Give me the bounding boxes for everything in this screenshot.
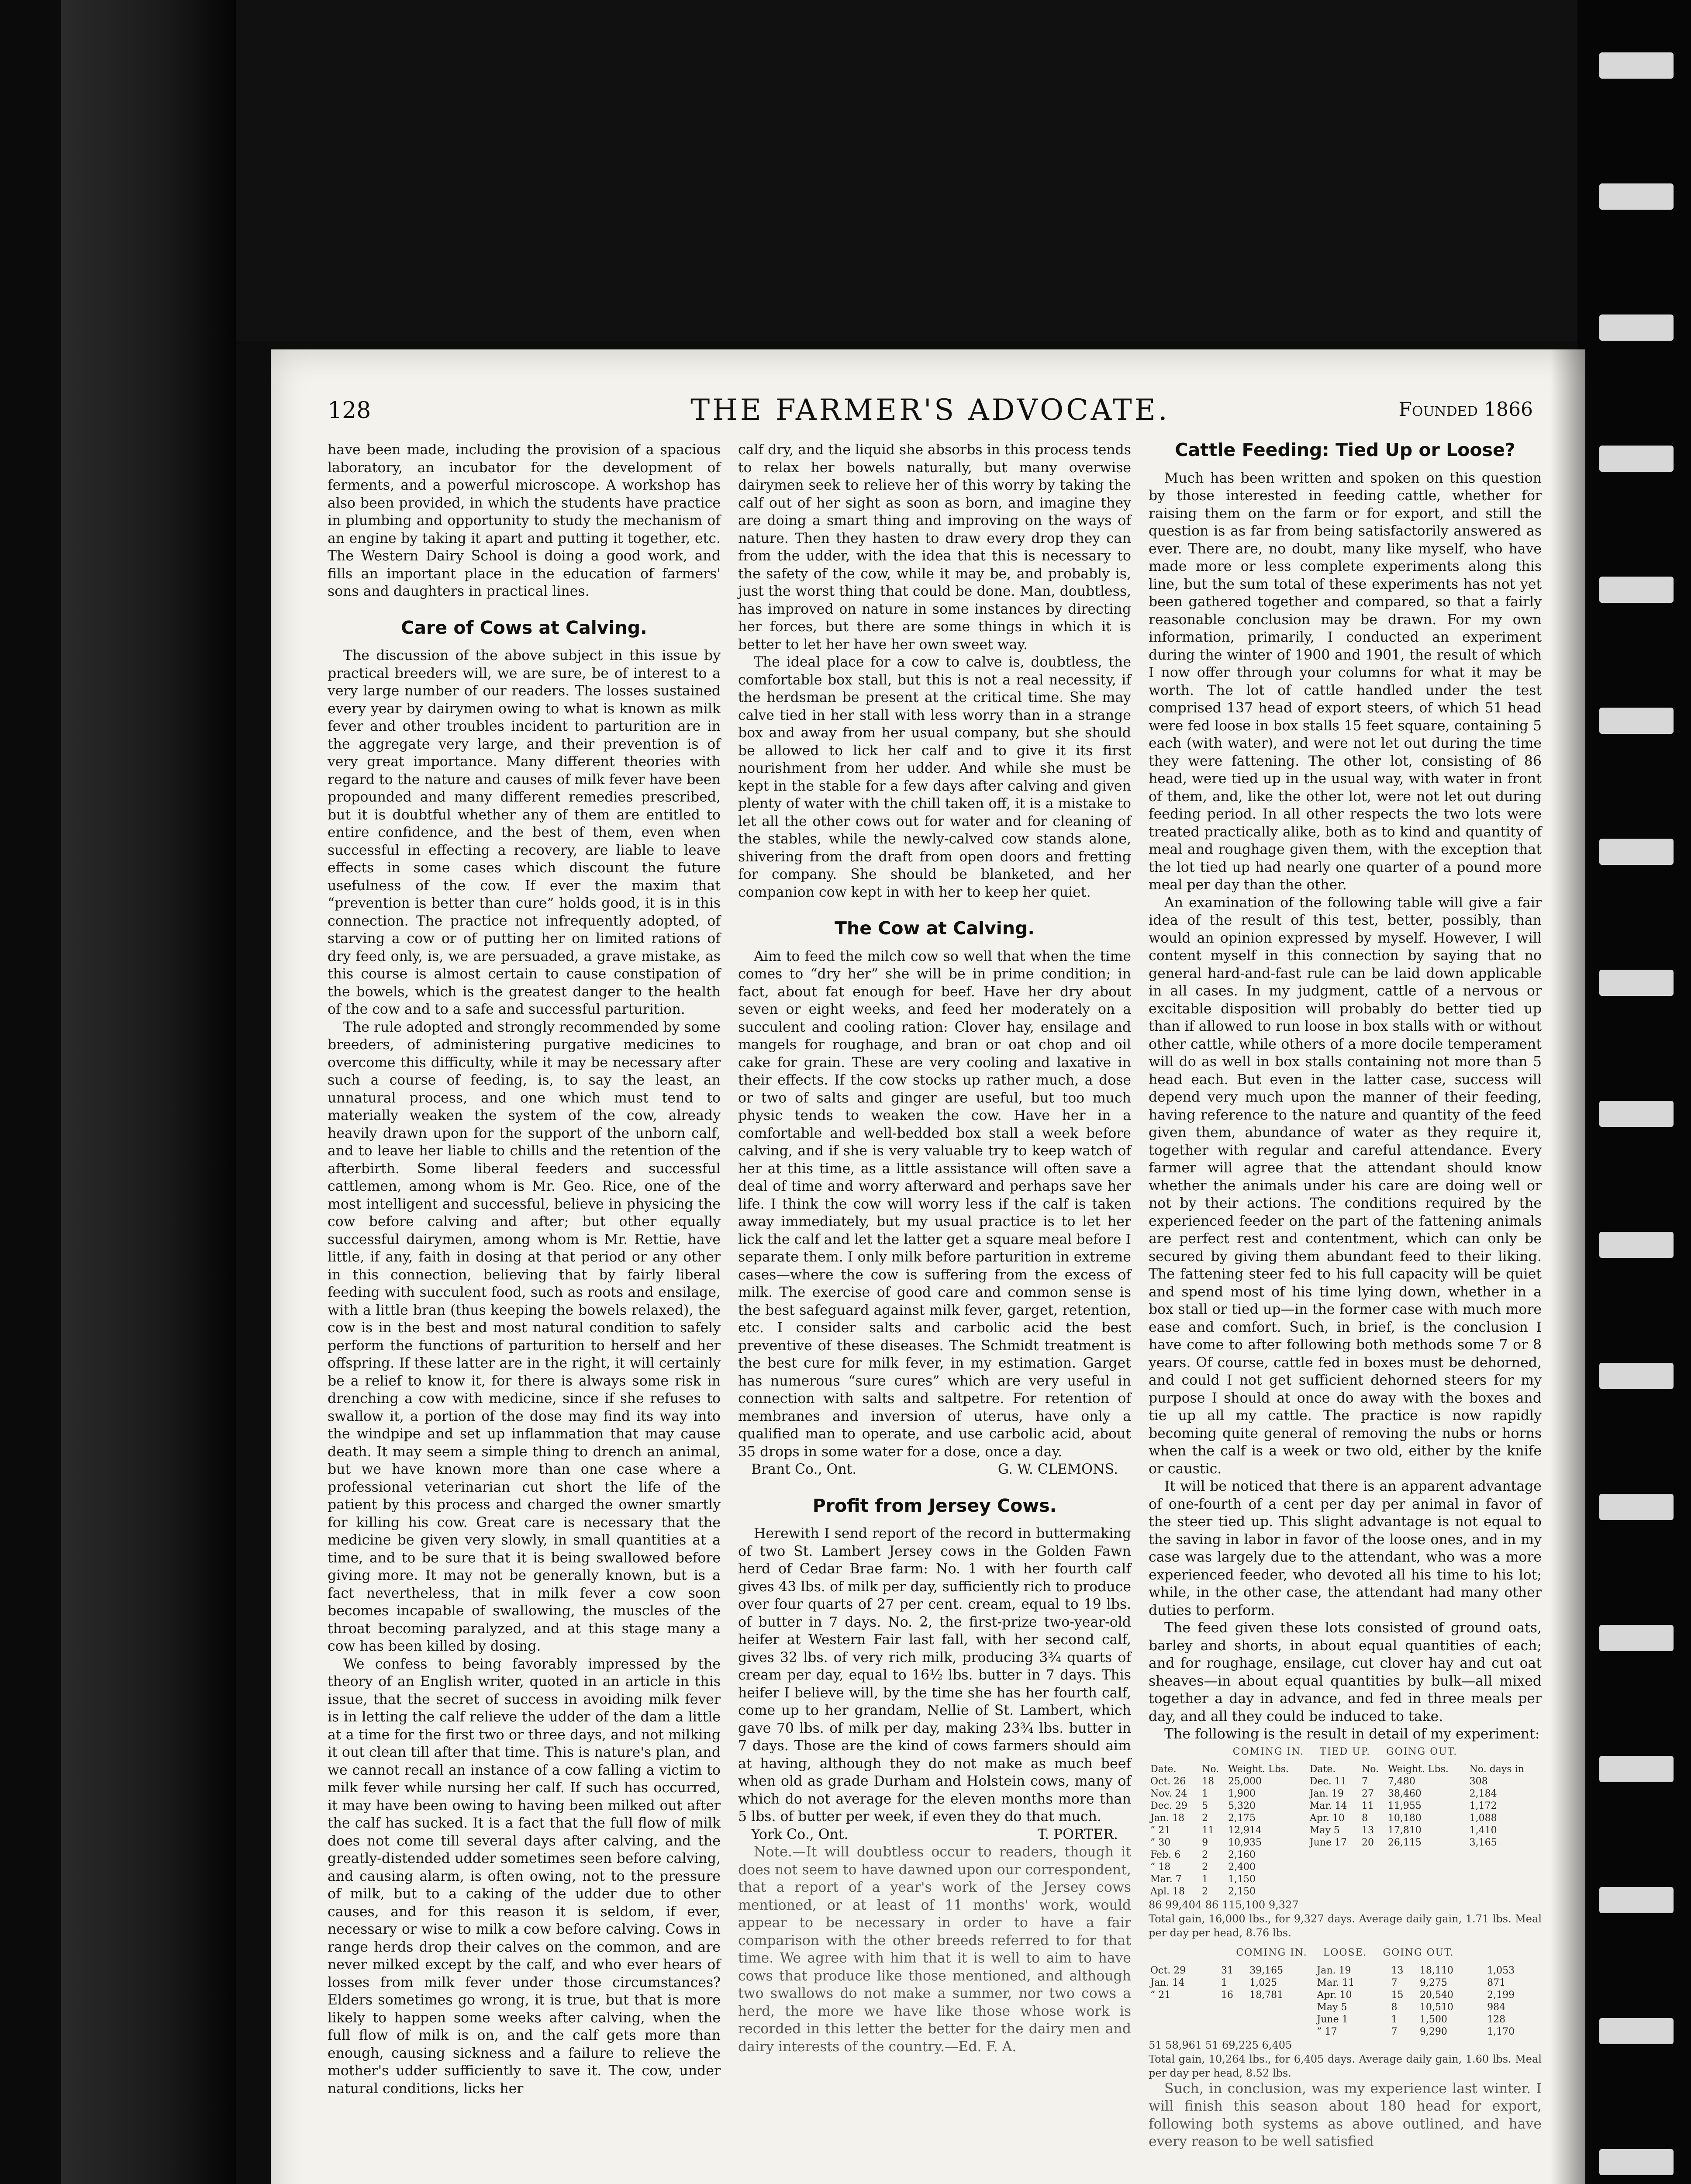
- table-cell: 1: [1391, 2014, 1398, 2025]
- table-cell: May 5: [1309, 1825, 1340, 1836]
- scan-border-top: [0, 0, 1691, 341]
- table-cell: 7: [1361, 1776, 1368, 1787]
- column-2: [738, 441, 1131, 2056]
- table-cell: 11: [1202, 1825, 1215, 1836]
- table-cell: [1386, 1861, 1468, 1873]
- film-edge: [1577, 0, 1691, 2184]
- table-cell: 8: [1391, 2001, 1398, 2013]
- table-cell: 10,180: [1387, 1813, 1422, 1824]
- table-cell: 1: [1202, 1788, 1208, 1799]
- paragraph: An examination of the following table will give a fair idea of the result of this test, better, possibly, than would an opinion expressed by myself. However, I will content myself in this connection by saying that no general hard-and-fast rule can be laid down applicable in all cases. In my judgment, cattle of a nervous or excitable disposition will probably do better tied up than if allowed to run loose in box stalls with or without other cattle, while others of a more docile temperament will do as well in box stalls containing not more than 5 head each. But even in the latter case, success will depend very much upon the manner of their feeding, having reference to the nature and quantity of the feed given them, abundance of water as they require it, together with regular and careful attendance. Every farmer will agree that the attendant should know whether the animals under his care are doing well or not by their actions. The conditions required by the experienced feeder on the part of the fattening animals are perfect rest and contentment, which can only be secured by giving them abundant feed to their liking. The fattening steer fed to his full capacity will be quiet and spend most of his time lying down, whether in a box stall or tied up—in the former case with much more ease and comfort. Such, in brief, is the conclusion I have come to after following both methods some 7 or 8 years. Of course, cattle fed in boxes must be dehorned, and could I not get sufficient dehorned steers for my purpose I should at once do away with the boxes and tie up all my cattle. The practice is now rapidly becoming quite general of removing the nubs or horns when the calf is a week or two old, either by the knife or caustic.: [1149, 895, 1542, 1477]
- table-cell: 9,275: [1419, 1977, 1447, 1988]
- signature-name: G. W. CLEMONS.: [997, 1462, 1118, 1477]
- table-header-cell: Date.: [1309, 1764, 1336, 1775]
- signature: [738, 1826, 1131, 1844]
- table-cell: 2,199: [1487, 1989, 1515, 2001]
- table-cell: [1360, 1861, 1386, 1873]
- table-cell: [1360, 1873, 1386, 1886]
- table-cell: Apl. 18: [1150, 1886, 1185, 1897]
- signature-name: T. PORTER.: [1037, 1826, 1118, 1842]
- paragraph: calf dry, and the liquid she absorbs in this process tends to relax her bowels naturally, but many overwise dairymen seek to relieve her of this worry by taking the calf out of her sight as soon as born, and imagine they are doing a smart thing and improving on the ways of nature. Then they hasten to draw every drop they can from the udder, with the idea that this is necessary to the safety of the cow, while it may be, and probably is, just the worst thing that could be done. Man, doubtless, has improved on nature in some instances by directing her forces, but there are some things in which it is better to let her have her own sweet way.: [738, 442, 1131, 653]
- table-cell: 1,025: [1249, 1977, 1277, 1988]
- table-cell: 871: [1487, 1977, 1506, 1988]
- table-cell: Oct. 26: [1150, 1776, 1186, 1787]
- table-cell: Apr. 10: [1309, 1813, 1345, 1824]
- table-cell: 1,150: [1228, 1874, 1256, 1885]
- table-cell: 2,175: [1228, 1813, 1256, 1824]
- signature-place: York Co., Ont.: [751, 1826, 849, 1842]
- table-header-cell: Weight. Lbs.: [1228, 1764, 1289, 1775]
- results-table-loose: [1149, 1965, 1542, 2038]
- table-title-tied-up: COMING IN. TIED UP. GOING OUT.: [1232, 1746, 1458, 1757]
- page-number: 128: [328, 397, 371, 424]
- page-header: [328, 389, 1533, 437]
- table-cell: 1: [1202, 1874, 1208, 1885]
- table-cell: 1,088: [1469, 1813, 1497, 1824]
- table-cell: [1308, 1873, 1360, 1886]
- table-cell: Jan. 14: [1150, 1977, 1185, 1988]
- table-cell: 11,955: [1387, 1800, 1422, 1811]
- table-row: [1149, 2026, 1542, 2038]
- table-cell: 18,110: [1419, 1965, 1453, 1976]
- table-cell: 2,160: [1228, 1849, 1256, 1860]
- table-row: [1149, 2001, 1542, 2014]
- table-cell: 27: [1361, 1788, 1374, 1799]
- table-cell: 16: [1221, 1989, 1233, 2001]
- table-cell: 7,480: [1387, 1776, 1415, 1787]
- table-cell: ” 17: [1317, 2026, 1337, 2037]
- table-row: [1149, 1873, 1542, 1886]
- table-cell: 13: [1391, 1965, 1404, 1976]
- paragraph: The feed given these lots consisted of ground oats, barley and shorts, in about equal quantities of each; and for roughage, ensilage, cut clover hay and cut oat sheaves—in about equal quantities by bulk—all mixed together a day in advance, and fed in three meals per day, and all they could be induced to take.: [1149, 1620, 1542, 1724]
- table-cell: Feb. 6: [1150, 1849, 1181, 1860]
- paragraph: Such, in conclusion, was my experience last winter. I will finish this season about 180 head for export, following both systems as above outlined, and have every reason to be well satisfied: [1149, 2080, 1542, 2149]
- table-cell: 9,290: [1419, 2026, 1447, 2037]
- table-row: [1149, 1977, 1542, 1989]
- table-cell: 1,053: [1487, 1965, 1515, 1976]
- table-cell: 38,460: [1387, 1788, 1422, 1799]
- table-cell: Dec. 29: [1150, 1800, 1187, 1811]
- table-row: [1149, 1861, 1542, 1873]
- table-cell: 39,165: [1249, 1965, 1284, 1976]
- paragraph: The discussion of the above subject in this issue by practical breeders will, we are sure, be of interest to a very large number of our readers. The losses sustained every year by dairymen owing to what is known as milk fever and other troubles incident to parturition are in the aggregate very large, and their prevention is of very great importance. Many different theories with regard to the nature and causes of milk fever have been propounded and many different remedies prescribed, but it is doubtful whether any of them are entitled to entire confidence, and the best of them, even when successful in effecting a recovery, are liable to leave effects in some cases which discount the future usefulness of the cow. If ever the maxim that “prevention is better than cure” holds good, it is in this connection. The practice not infrequently adopted, of starving a cow or of putting her on limited rations of dry feed only, is, we are persuaded, a grave mistake, as this course is almost certain to cause constipation of the bowels, which is the greatest danger to the health of the cow and to a safe and successful parturition.: [328, 648, 721, 1017]
- heading-jersey-cows: Profit from Jersey Cows.: [812, 1495, 1057, 1516]
- signature-place: Brant Co., Ont.: [751, 1462, 857, 1477]
- table-cell: [1468, 1849, 1542, 1861]
- table-cell: [1149, 2026, 1219, 2038]
- table-cell: 1,500: [1419, 2014, 1447, 2025]
- table-cell: 128: [1487, 2014, 1506, 2025]
- table-cell: 2: [1202, 1849, 1208, 1860]
- table-cell: Dec. 11: [1309, 1776, 1347, 1787]
- table-cell: [1219, 2014, 1248, 2026]
- scan-border-left: [0, 0, 236, 2184]
- table-cell: 2,400: [1228, 1862, 1256, 1873]
- table-cell: June 1: [1317, 2014, 1348, 2025]
- table-cell: Mar. 14: [1309, 1800, 1347, 1811]
- gain-line-tied-up: Total gain, 16,000 lbs., for 9,327 days. Average daily gain, 1.71 lbs. Meal per day per head, 8.76 lbs.: [1149, 1913, 1542, 1939]
- table-row: [1149, 1989, 1542, 2001]
- table-cell: [1308, 1886, 1360, 1898]
- table-cell: Jan. 19: [1309, 1788, 1344, 1799]
- table-row: [1149, 1886, 1542, 1898]
- table-cell: [1149, 2014, 1219, 2026]
- table-cell: 2: [1202, 1813, 1208, 1824]
- table-cell: 18,781: [1249, 1989, 1284, 2001]
- table-cell: 12,914: [1228, 1825, 1262, 1836]
- table-cell: 1,170: [1487, 2026, 1515, 2037]
- table-cell: 1,172: [1469, 1800, 1497, 1811]
- table-cell: 10,510: [1419, 2001, 1453, 2013]
- table-header-cell: Date.: [1150, 1764, 1177, 1775]
- paragraph: The rule adopted and strongly recommended by some breeders, of administering purgative medicines to overcome this difficulty, while it may be necessary after such a course of feeding, is, to say the least, an unnatural process, and one which must tend to materially weaken the system of the cow, already heavily drawn upon for the support of the unborn calf, and to leave her liable to chills and the retention of the afterbirth. Some liberal feeders and successful cattlemen, among whom is Mr. Geo. Rice, one of the most intelligent and successful, believe in physicing the cow before calving and after; but other equally successful dairymen, among whom is Mr. Rettie, have little, if any, faith in dosing at that period or any other in this connection, believing that by fairly liberal feeding with succulent food, such as roots and ensilage, with a little bran (thus keeping the bowels relaxed), the cow is in the best and most natural condition to safely perform the functions of parturition to herself and her offspring. If these latter are in the right, it will certainly be a relief to know it, for there is always some risk in drenching a cow with medicine, since if she refuses to swallow it, a portion of the dose may find its way into the windpipe and set up inflammation that may cause death. It may seem a simple thing to drench an animal, but we have known more than one case where a professional veterinarian cut short the life of the patient by this process and charged the owner smartly for killing his cow. Great care is necessary that the medicine be given very slowly, in small quantities at a time, and to be sure that it is being swallowed before giving more. It may not be generally known, but is a fact nevertheless, that in milk fever a cow soon becomes incapable of swallowing, the muscles of the throat becoming paralyzed, and at this stage many a cow has been killed by dosing.: [328, 1019, 721, 1654]
- heading-cattle-feeding: Cattle Feeding: Tied Up or Loose?: [1175, 439, 1515, 460]
- table-cell: 984: [1487, 2001, 1506, 2013]
- table-cell: May 5: [1317, 2001, 1347, 2013]
- table-cell: 15: [1391, 1989, 1404, 2001]
- table-cell: 2,150: [1228, 1886, 1256, 1897]
- newspaper-page: [271, 349, 1585, 2184]
- table-header-cell: No.: [1202, 1764, 1219, 1775]
- table-cell: 25,000: [1228, 1776, 1262, 1787]
- table-row: [1149, 1837, 1542, 1849]
- table-cell: 1,410: [1469, 1825, 1497, 1836]
- heading-care-of-cows: Care of Cows at Calving.: [401, 617, 647, 638]
- table-cell: 5: [1202, 1800, 1208, 1811]
- table-cell: Jan. 18: [1150, 1813, 1185, 1824]
- results-table-tied-up: [1149, 1763, 1542, 1898]
- table-cell: Oct. 29: [1150, 1965, 1186, 1976]
- table-cell: [1248, 2026, 1315, 2038]
- table-cell: 13: [1361, 1825, 1374, 1836]
- table-cell: 3,165: [1469, 1837, 1497, 1848]
- article-continuation: have been made, including the provision of a spacious laboratory, an incubator for the development of ferments, and a powerful microscope. A workshop has also been provided, in which the students have practice in plumbing and opportunity to study the mechanism of an engine by taking it apart and putting it together, etc. The Western Dairy School is doing a good work, and fills an important place in the education of farmers' sons and daughters in practical lines.: [328, 442, 721, 599]
- table-header-cell: No.: [1361, 1764, 1379, 1775]
- table-cell: Jan. 19: [1317, 1965, 1351, 1976]
- table-cell: Nov. 24: [1150, 1788, 1187, 1799]
- table-cell: 20,540: [1419, 1989, 1453, 2001]
- table-cell: 8: [1361, 1813, 1368, 1824]
- table-row: [1149, 1965, 1542, 1977]
- table-row: [1149, 1788, 1542, 1800]
- masthead: THE FARMER'S ADVOCATE.: [690, 393, 1170, 427]
- table-cell: June 17: [1309, 1837, 1347, 1848]
- table-cell: [1468, 1873, 1542, 1886]
- gain-line-loose: Total gain, 10,264 lbs., for 6,405 days. Average daily gain, 1.60 lbs. Meal per day per head, 8.52 lbs.: [1149, 2053, 1542, 2079]
- founded-line: Founded 1866: [1398, 398, 1533, 421]
- table-row: [1149, 2014, 1542, 2026]
- table-cell: [1149, 2001, 1219, 2014]
- column-3: [1149, 441, 1542, 2151]
- table-header-cell: No. days in: [1469, 1764, 1524, 1775]
- table-cell: [1219, 2026, 1248, 2038]
- table-cell: [1308, 1849, 1360, 1861]
- table-cell: 2: [1202, 1862, 1208, 1873]
- table-cell: [1248, 2001, 1315, 2014]
- editor-note: Note.—It will doubtless occur to readers, though it does not seem to have dawned upon our correspondent, that a report of a year's work of the Jersey cows mentioned, or at least of 11 months' work, would appear to be necessary in order to have a fair comparison with the other breeds referred to for that time. We agree with him that it is well to aim to have cows that produce like those mentioned, and although two swallows do not make a summer, nor two cows a herd, the more we have like those whose work is recorded in this letter the better for the dairy men and dairy interests of the country.—Ed. F. A.: [738, 1844, 1131, 2055]
- table-cell: 31: [1221, 1965, 1233, 1976]
- table-cell: ” 21: [1150, 1989, 1171, 2001]
- table-cell: ” 21: [1150, 1825, 1171, 1836]
- table-cell: Mar. 11: [1317, 1977, 1355, 1988]
- signature: [738, 1461, 1131, 1479]
- table-cell: 20: [1361, 1837, 1374, 1848]
- paragraph: The following is the result in detail of my experiment:: [1164, 1726, 1540, 1742]
- totals-tied-up: 86 99,404 86 115,100 9,327: [1149, 1899, 1299, 1911]
- table-cell: ” 30: [1150, 1837, 1171, 1848]
- table-row: [1149, 1812, 1542, 1825]
- table-row: [1149, 1776, 1542, 1788]
- table-cell: 7: [1391, 1977, 1398, 1988]
- table-cell: [1219, 2001, 1248, 2014]
- table-cell: 2: [1202, 1886, 1208, 1897]
- paragraph: Much has been written and spoken on this question by those interested in feeding cattle, whether for raising them on the farm or for export, and still the question is as far from being satisfactorily answered as ever. There are, no doubt, many like myself, who have made more or less complete experiments along this line, but the sum total of these experiments has not yet been gathered together and compared, so that a fairly reasonable conclusion may be drawn. For my own information, primarily, I conducted an experiment during the winter of 1900 and 1901, the result of which I now offer through your columns for what it may be worth. The lot of cattle handled under the test comprised 137 head of export steers, of which 51 head were fed loose in box stalls 15 feet square, containing 5 each (with water), and were not let out during the time they were fattening. The other lot, consisting of 86 head, were tied up in the usual way, with water in front of them, and, like the other lot, were not let out during feeding period. In all other respects the two lots were treated practically alike, both as to kind and quantity of meal and roughage given them, with the exception that the lot tied up had nearly one quarter of a pound more meal per day than the other.: [1149, 470, 1542, 893]
- table-row: [1149, 1825, 1542, 1837]
- paragraph: The ideal place for a cow to calve is, doubtless, the comfortable box stall, but this is not a real necessity, if the herdsman be present at the critical time. She may calve tied in her stall with less worry than in a strange box and away from her usual company, but she should be allowed to lick her calf and to give it its first nourishment from her udder. And while she must be kept in the stable for a few days after calving and given plenty of water with the chill taken off, it is a mistake to let all the other cows out for water and for cleaning of the stables, while the newly-calved cow stands alone, shivering from the draft from open doors and fretting for company. She should be blanketed, and her companion cow kept in with her to keep her quiet.: [738, 654, 1131, 900]
- table-header-cell: Weight. Lbs.: [1387, 1764, 1449, 1775]
- heading-cow-at-calving: The Cow at Calving.: [835, 918, 1035, 939]
- table-cell: 5,320: [1228, 1800, 1256, 1811]
- table-cell: 308: [1469, 1776, 1488, 1787]
- paragraph: It will be noticed that there is an apparent advantage of one-fourth of a cent per day per animal in favor of the steer tied up. This slight advantage is not equal to the saving in labor in favor of the loose ones, and in my case was largely due to the attendant, who was a more experienced feeder, who devoted all his time to his lot; while, in the other case, the attendant had many other duties to perform.: [1149, 1479, 1542, 1618]
- table-cell: 17,810: [1387, 1825, 1422, 1836]
- table-title-loose: COMING IN. LOOSE. GOING OUT.: [1236, 1947, 1454, 1958]
- table-cell: 7: [1391, 2026, 1398, 2037]
- table-cell: 11: [1361, 1800, 1374, 1811]
- table-cell: 2,184: [1469, 1788, 1497, 1799]
- table-cell: [1308, 1861, 1360, 1873]
- table-cell: Mar. 7: [1150, 1874, 1182, 1885]
- paragraph: Herewith I send report of the record in buttermaking of two St. Lambert Jersey cows in the Golden Fawn herd of Cedar Brae farm: No. 1 with her fourth calf gives 43 lbs. of milk per day, sufficiently rich to produce over four quarts of 27 per cent. cream, equal to 19 lbs. of butter in 7 days. No. 2, the first-prize two-year-old heifer at Western Fair last fall, with her second calf, gives 32 lbs. of very rich milk, producing 3¾ quarts of cream per day, equal to 16½ lbs. butter in 7 days. This heifer I believe will, by the time she has her fourth calf, come up to her grandam, Nellie of St. Lambert, which gave 70 lbs. of milk per day, making 23¾ lbs. butter in 7 days. Those are the kind of cows farmers should aim at having, although they do not make as much beef when old as grade Durham and Holstein cows, many of which do not average for the eleven months more than 5 lbs. of butter per week, if even they do that much.: [738, 1526, 1131, 1825]
- table-cell: Apr. 10: [1317, 1989, 1352, 2001]
- table-cell: 18: [1202, 1776, 1215, 1787]
- table-cell: [1468, 1886, 1542, 1898]
- table-row: [1149, 1849, 1542, 1861]
- table-cell: [1386, 1849, 1468, 1861]
- column-1: [328, 441, 721, 2098]
- table-cell: [1468, 1861, 1542, 1873]
- table-cell: [1360, 1849, 1386, 1861]
- paragraph: Aim to feed the milch cow so well that when the time comes to “dry her” she will be in prime condition; in fact, about fat enough for beef. Have her dry about seven or eight weeks, and feed her moderately on a succulent and cooling ration: Clover hay, ensilage and mangels for roughage, and bran or oat chop and oil cake for grain. These are very cooling and laxative in their effects. If the cow stocks up rather much, a dose or two of salts and ginger are useful, but too much physic tends to weaken the cow. Have her in a comfortable and well-bedded box stall a week before calving, and if she is very valuable try to keep watch of her at this time, as a little assistance will often save a deal of time and worry afterward and perhaps save her life. I think the cow will worry less if the calf is taken away immediately, but my usual practice is to let her lick the calf and let the latter get a square meal before I separate them. I only milk before parturition in extreme cases—where the cow is suffering from the excess of milk. The exercise of good care and common sense is the best safeguard against milk fever, garget, retention, etc. I consider salts and carbolic acid the best preventive of these diseases. The Schmidt treatment is the best cure for milk fever, in my estimation. Garget has numerous “sure cures” which are very useful in connection with salts and saltpetre. For retention of membranes and inversion of uterus, have only a qualified man to operate, and use carbolic acid, about 35 drops in some water for a dose, once a day.: [738, 948, 1131, 1460]
- table-cell: [1360, 1886, 1386, 1898]
- table-cell: 9: [1202, 1837, 1208, 1848]
- totals-loose: 51 58,961 51 69,225 6,405: [1149, 2039, 1292, 2051]
- table-cell: [1386, 1873, 1468, 1886]
- table-cell: [1248, 2014, 1315, 2026]
- paragraph: We confess to being favorably impressed by the theory of an English writer, quoted in an article in this issue, that the secret of success in avoiding milk fever is in letting the calf relieve the udder of the dam a little at a time for the first two or three days, and not milking it out clean till after that time. This is nature's plan, and we cannot recall an instance of a cow falling a victim to milk fever while nursing her calf. If such has occurred, it may have been owing to having been milked out after the calf has sucked. It is a fact that the full flow of milk does not come till several days after calving, and the greatly-distended udder sometimes seen before calving, and causing alarm, is often owing, not to the pressure of milk, but to a caking of the udder due to other causes, and for this reason it is seldom, if ever, necessary or wise to milk a cow before calving. Cows in range herds drop their calves on the common, and are never milked except by the calf, and who ever hears of losses from milk fever under those circumstances? Elders sometimes go wrong, it is true, but that is more likely to happen some weeks after calving, when the full flow of milk is on, and the calf gets more than enough, causing sickness and a failure to relieve the mother's udder sufficiently to save it. The cow, under natural conditions, licks her: [328, 1656, 721, 2097]
- table-cell: ” 18: [1150, 1862, 1171, 1873]
- table-row: [1149, 1800, 1542, 1812]
- table-cell: 26,115: [1387, 1837, 1422, 1848]
- table-cell: [1386, 1886, 1468, 1898]
- table-cell: 1,900: [1228, 1788, 1256, 1799]
- table-cell: 10,935: [1228, 1837, 1262, 1848]
- table-cell: 1: [1221, 1977, 1227, 1988]
